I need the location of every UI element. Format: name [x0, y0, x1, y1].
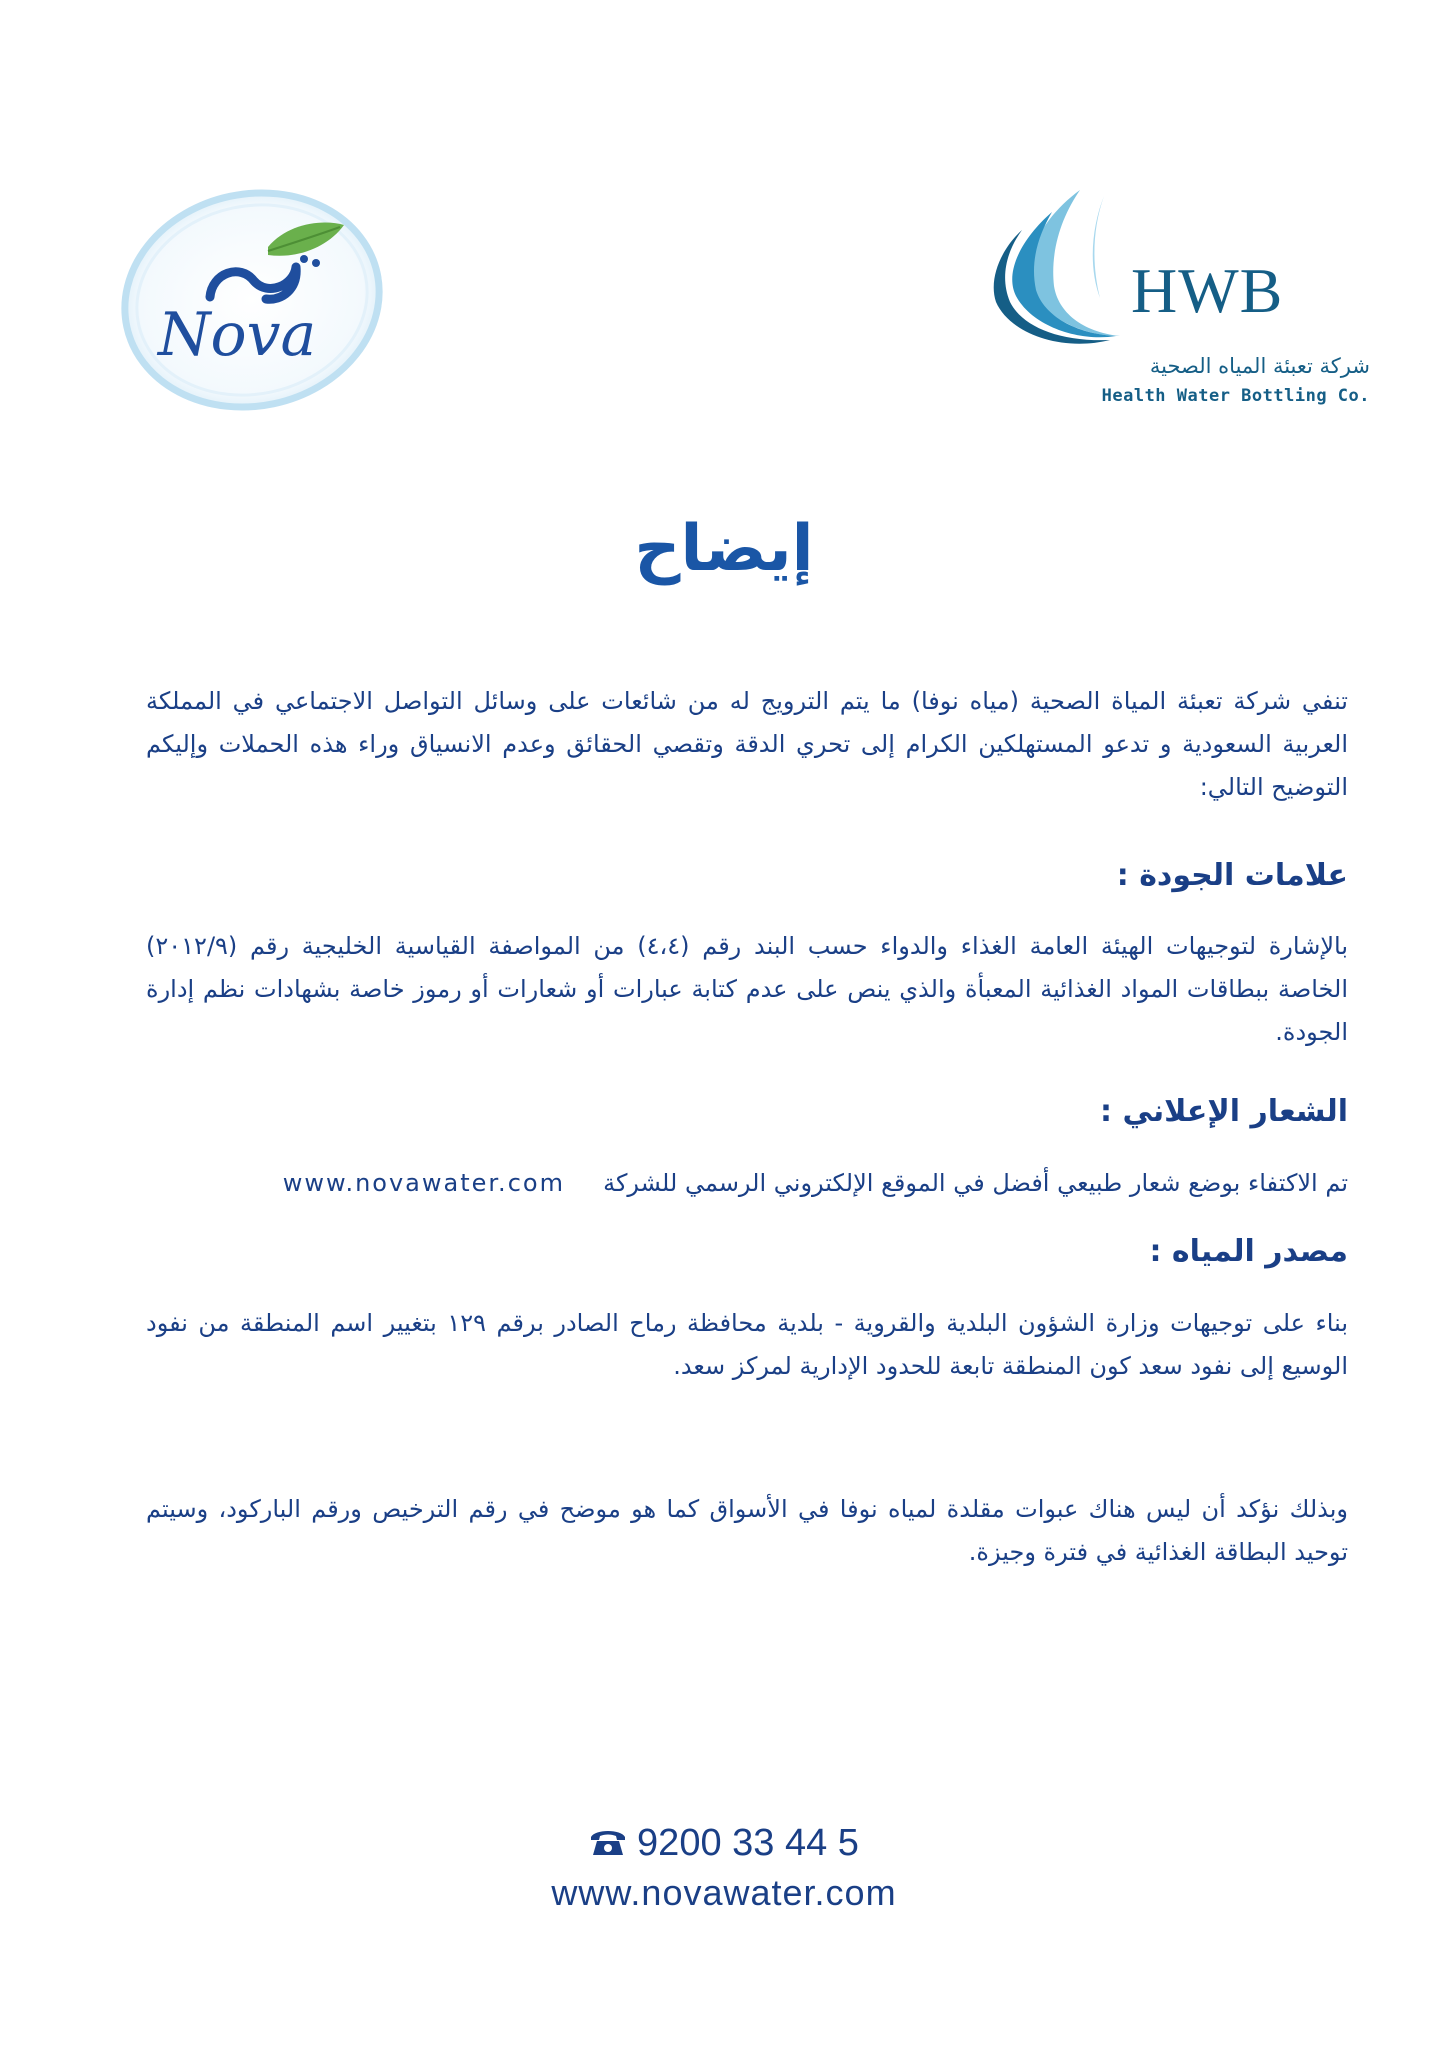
- section-heading: الشعار الإعلاني :: [1100, 1094, 1348, 1129]
- section-quality-marks-body: [146, 925, 1348, 1054]
- section-heading: علامات الجودة :: [1116, 858, 1348, 893]
- page-title: إيضاح: [634, 512, 814, 586]
- section-water-source-body: [146, 1302, 1348, 1388]
- intro-paragraph: تنفي شركة تعبئة المياة الصحية (مياه نوفا) ما يتم الترويج له من شائعات على وسائل التواصل الاجتماعي في المملكة العربية السعودية و تدعو المستهلكين الكرام إلى تحري الدقة وتقصي الحقائق وعدم الانسياق وراء هذه الحملات وإليكم التوضيح التالي:: [146, 687, 1348, 801]
- section-heading: مصدر المياه :: [1149, 1234, 1348, 1269]
- intro-block: [146, 680, 1348, 809]
- section-water-source: [146, 1234, 1348, 1269]
- closing-paragraph: وبذلك نؤكد أن ليس هناك عبوات مقلدة لمياه نوفا في الأسواق كما هو موضح في رقم الترخيص ورقم الباركود، وسيتم توحيد البطاقة الغذائية في فترة وجيزة.: [146, 1495, 1348, 1566]
- nova-logo-text: Nova: [158, 300, 317, 370]
- hwb-logo-english-name: Health Water Bottling Co.: [1101, 386, 1370, 406]
- section-paragraph: بالإشارة لتوجيهات الهيئة العامة الغذاء والدواء حسب البند رقم (٤،٤) من المواصفة القياسية الخليجية رقم (٢٠١٢/٩) الخاصة ببطاقات المواد الغذائية المعبأة والذي ينص على عدم كتابة عبارات أو شعارات أو رموز خاصة بشهادات نظم إدارة الجودة.: [146, 932, 1348, 1046]
- telephone-icon: [589, 1827, 627, 1857]
- hwb-logo: [992, 186, 1382, 416]
- section-ad-slogan-body: [146, 1162, 1348, 1205]
- phone-number[interactable]: 9200 33 44 5: [637, 1822, 859, 1864]
- hwb-logo-letters: HWB: [1131, 255, 1284, 326]
- section-paragraph: تم الاكتفاء بوضع شعار طبيعي أفضل في الموقع الإلكتروني الرسمي للشركة: [603, 1169, 1348, 1197]
- section-paragraph: بناء على توجيهات وزارة الشؤون البلدية والقروية - بلدية محافظة رماح الصادر برقم ١٢٩ بتغيير اسم المنطقة من نفود الوسيع إلى نفود سعد كون المنطقة تابعة للحدود الإدارية لمركز سعد.: [146, 1309, 1348, 1380]
- footer-phone: [0, 1822, 1448, 1865]
- section-quality-marks: [146, 858, 1348, 893]
- website-link[interactable]: www.novawater.com: [282, 1169, 565, 1197]
- hwb-logo-arabic-name: شركة تعبئة المياه الصحية: [1149, 354, 1370, 378]
- nova-logo: [118, 185, 386, 415]
- section-ad-slogan: [146, 1094, 1348, 1129]
- closing-block: [146, 1488, 1348, 1574]
- footer-website[interactable]: www.novawater.com: [551, 1872, 897, 1913]
